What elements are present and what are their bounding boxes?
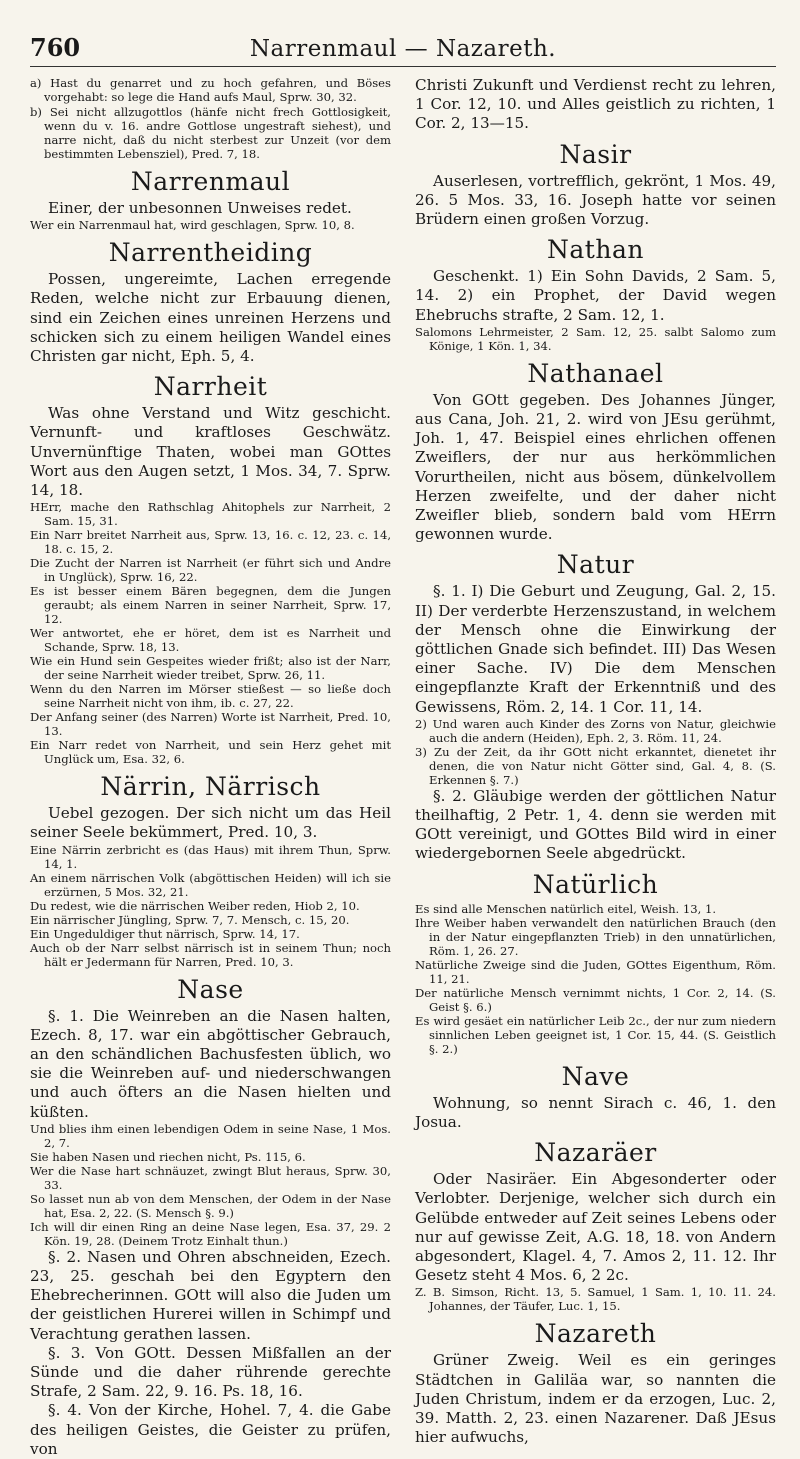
entry-definition: Possen, ungereimte, Lachen erregende Reden, welche nicht zur Erbauung dienen, sind ein Zeichen eines unreinen Herzens und schicken sich zu einem heiligen Wandel eines Christen gar nicht, Eph. 5, 4. [30,270,391,366]
dictionary-entry [415,870,776,1056]
entry-paragraph: §. 3. Von GOtt. Dessen Mißfallen an der Sünde und die daher rührende gerechte Strafe, 2 Sam. 22, 9. 16. Ps. 18, 16. [30,1343,391,1401]
entry-definition: Grüner Zweig. Weil es ein geringes Städtchen in Galiläa war, so nannten die Juden Christum, indem er da erzogen, Luc. 2, 39. Matth. 2, 23. einen Nazarener. Daß JEsus hier aufwuchs, [415,1351,776,1447]
scripture-citation: Wer antwortet, ehe er höret, dem ist es Narrheit und Schande, Sprw. 18, 13. [30,626,391,655]
scripture-note: a) Hast du genarret und zu hoch gefahren, und Böses vorgehabt: so lege die Hand aufs Maul, Sprw. 30, 32. [30,76,391,104]
entry-paragraph: §. 2. Nasen und Ohren abschneiden, Ezech. 23, 25. geschah bei den Egyptern den Ehebrecherinnen. GOtt will also die Juden um der geistlichen Hurerei willen in Schimpf und Verachtung gerathen lassen. [30,1247,391,1343]
entry-heading: Nase [177,974,244,1004]
scripture-citation: 3) Zu der Zeit, da ihr GOtt nicht erkanntet, dienetet ihr denen, die von Natur nicht Götter sind, Gal. 4, 8. (S. Erkennen §. 7.) [415,744,776,787]
dictionary-entry [30,372,391,766]
scripture-citation: Ich will dir einen Ring an deine Nase legen, Esa. 37, 29. 2 Kön. 19, 28. (Deinem Trotz Einhalt thun.) [30,1219,391,1248]
scripture-citation: Wie ein Hund sein Gespeites wieder frißt; also ist der Narr, der seine Narrheit wieder treibet, Sprw. 26, 11. [30,654,391,683]
scripture-citation: Wer die Nase hart schnäuzet, zwingt Blut heraus, Sprw. 30, 33. [30,1163,391,1192]
right-column-continuation: Christi Zukunft und Verdienst recht zu lehren, 1 Cor. 12, 10. und Alles geistlich zu richten, 1 Cor. 2, 13—15. [415,76,776,133]
dictionary-entry [415,1062,776,1132]
dictionary-entry [30,238,391,366]
entry-heading: Nave [561,1061,630,1091]
scripture-citation: Der natürliche Mensch vernimmt nichts, 1 Cor. 2, 14. (S. Geist §. 6.) [415,985,776,1014]
entry-heading: Narrentheiding [108,238,313,268]
entry-definition: §. 1. Die Weinreben an die Nasen halten, Ezech. 8, 17. war ein abgöttischer Gebrauch, an den schändlichen Bachusfesten üblich, wo sie die Weinreben auf- und niederschwangen und auch öfters an die Nasen hielten und küßten. [30,1006,391,1121]
entry-definition: Was ohne Verstand und Witz geschicht. Vernunft- und kraftloses Geschwätz. Unvernünftige Thaten, wobei man GOttes Wort aus den Augen setzt, 1 Mos. 34, 7. Sprw. 14, 18. [30,404,391,500]
entry-heading: Närrin, Närrisch [100,772,321,802]
entry-paragraph: §. 2. Gläubige werden der göttlichen Natur theilhaftig, 2 Petr. 1, 4. denn sie werden mit GOtt vereinigt, und GOttes Bild wird in einer wiedergebornen Seele abgedrückt. [415,786,776,863]
entry-definition: §. 1. I) Die Geburt und Zeugung, Gal. 2, 15. II) Der verderbte Herzenszustand, in welchem der Mensch ohne die Einwirkung der göttlichen Gnade sich befindet. III) Das Wesen einer Sache. IV) Die dem Menschen eingepflanzte Kraft der Erkenntniß und des Gewissens, Röm. 2, 14. 1 Cor. 11, 14. [415,582,776,716]
scripture-citation: Z. B. Simson, Richt. 13, 5. Samuel, 1 Sam. 1, 10. 11. 24. Johannes, der Täufer, Luc. 1, 15. [415,1285,776,1314]
header-rule [30,66,776,67]
scripture-citation: Ein Narr redet von Narrheit, und sein Herz gehet mit Unglück um, Esa. 32, 6. [30,738,391,767]
scripture-citation: Du redest, wie die närrischen Weiber reden, Hiob 2, 10. [30,898,360,913]
dictionary-entry [415,235,776,353]
entry-heading: Nazareth [534,1319,657,1349]
scripture-citation: Ein närrischer Jüngling, Sprw. 7, 7. Mensch, c. 15, 20. [30,912,350,927]
entry-heading: Narrenmaul [130,167,291,196]
page-number: 760 [30,33,81,62]
dictionary-entry [415,359,776,545]
scripture-citation: Natürliche Zweige sind die Juden, GOttes Eigenthum, Röm. 11, 21. [415,957,776,986]
scripture-citation: 2) Und waren auch Kinder des Zorns von Natur, gleichwie auch die andern (Heiden), Eph. 2, 3. Röm. 11, 24. [415,716,776,745]
scripture-citation: So lasset nun ab von dem Menschen, der Odem in der Nase hat, Esa. 2, 22. (S. Mensch §. 9.) [30,1191,391,1220]
dictionary-entry [415,1138,776,1313]
scripture-citation: Ein Ungeduldiger thut närrisch, Sprw. 14, 17. [30,926,300,941]
scripture-citation: Es wird gesäet ein natürlicher Leib 2c., der nur zum niedern sinnlichen Leben geeignet ist, 1 Cor. 15, 44. (S. Geistlich §. 2.) [415,1013,776,1056]
entry-heading: Nathan [547,235,644,265]
scripture-citation: Ein Narr breitet Narrheit aus, Sprw. 13, 16. c. 12, 23. c. 14, 18. c. 15, 2. [30,528,391,557]
scripture-citation: Eine Närrin zerbricht es (das Haus) mit ihrem Thun, Sprw. 14, 1. [30,842,391,871]
scripture-note: b) Sei nicht allzugottlos (hänfe nicht frech Gottlosigkeit, wenn du v. 16. andre Gottlose ungestraft siehest), und narre nicht, daß du nicht sterbest zur Unzeit (vor dem bestimmten Lebensziel), Pred. 7, 18. [30,105,391,161]
entry-heading: Narrheit [153,372,268,402]
entry-definition: Einer, der unbesonnen Unweises redet. [48,199,352,217]
entry-heading: Nasir [559,139,632,169]
entry-heading: Natürlich [532,869,659,899]
two-column-text [30,76,776,1458]
left-column [30,76,391,1458]
entry-definition: Auserlesen, vortrefflich, gekrönt, 1 Mos. 49, 26. 5 Mos. 33, 16. Joseph hatte vor seinen Brüdern einen großen Vorzug. [415,171,776,229]
dictionary-entry [415,1319,776,1447]
entry-paragraph: §. 4. Von der Kirche, Hohel. 7, 4. die Gabe des heiligen Geistes, die Geister zu prüfen, von [30,1401,391,1458]
entry-definition: Oder Nasiräer. Ein Abgesonderter oder Verlobter. Derjenige, welcher sich durch ein Gelübde entweder auf Zeit seines Lebens oder nur auf gewisse Zeit, A.G. 18, 18. von Andern abgesondert, Klagel. 4, 7. Amos 2, 11. 12. Ihr Gesetz steht 4 Mos. 6, 2 2c. [415,1170,776,1285]
entry-definition: Von GOtt gegeben. Des Johannes Jünger, aus Cana, Joh. 21, 2. wird von JEsu gerühmt, Joh. 1, 47. Beispiel eines ehrlichen offenen Zweiflers, der nur aus herkömmlichen Vorurtheilen, nicht aus bösem, dünkelvollem Herzen zweifelte, und der daher nicht Zweifler blieb, sondern bald vom HErrn gewonnen wurde. [415,390,776,544]
scripture-citation: Die Zucht der Narren ist Narrheit (er führt sich und Andre in Unglück), Sprw. 16, 22. [30,556,391,585]
entry-heading: Natur [556,550,635,580]
scripture-citation: HErr, mache den Rathschlag Ahitophels zur Narrheit, 2 Sam. 15, 31. [30,500,391,529]
scripture-citation: Es ist besser einem Bären begegnen, dem die Jungen geraubt; als einem Narren in seiner Narrheit, Sprw. 17, 12. [30,584,391,627]
entry-definition: Wohnung, so nennt Sirach c. 46, 1. den Josua. [415,1093,776,1131]
scripture-citation: Salomons Lehrmeister, 2 Sam. 12, 25. salbt Salomo zum Könige, 1 Kön. 1, 34. [415,324,776,353]
right-column [415,76,776,1447]
entry-heading: Nathanael [527,358,664,388]
dictionary-entry [30,772,391,968]
dictionary-entry [415,550,776,863]
dictionary-entry [30,975,391,1459]
scripture-citation: Ihre Weiber haben verwandelt den natürlichen Brauch (den in der Natur eingepflanzten Trieb) in den unnatürlichen, Röm. 1, 26. 27. [415,915,776,958]
scripture-citation: Sie haben Nasen und riechen nicht, Ps. 115, 6. [30,1149,306,1164]
scripture-citation: Auch ob der Narr selbst närrisch ist in seinem Thun; noch hält er Jedermann für Narren, Pred. 10, 3. [30,940,391,969]
entry-heading: Nazaräer [534,1138,657,1168]
scripture-citation: An einem närrischen Volk (abgöttischen Heiden) will ich sie erzürnen, 5 Mos. 32, 21. [30,870,391,899]
dictionary-entry [415,140,776,230]
dictionary-entry [30,167,391,232]
entry-definition: Uebel gezogen. Der sich nicht um das Heil seiner Seele bekümmert, Pred. 10, 3. [30,804,391,842]
left-column-top-notes [30,76,391,161]
scripture-citation: Der Anfang seiner (des Narren) Worte ist Narrheit, Pred. 10, 13. [30,710,391,739]
scripture-citation: Und blies ihm einen lebendigen Odem in seine Nase, 1 Mos. 2, 7. [30,1121,391,1150]
scripture-citation: Es sind alle Menschen natürlich eitel, Weish. 13, 1. [415,901,717,916]
scripture-citation: Wenn du den Narren im Mörser stießest — so ließe doch seine Narrheit nicht von ihm, ib. c. 27, 22. [30,682,391,711]
scripture-citation: Wer ein Narrenmaul hat, wird geschlagen, Sprw. 10, 8. [30,218,355,233]
page-header [30,22,776,62]
entry-definition: Geschenkt. 1) Ein Sohn Davids, 2 Sam. 5, 14. 2) ein Prophet, der David wegen Ehebruchs strafte, 2 Sam. 12, 1. [415,267,776,324]
running-title: Narrenmaul — Nazareth. [249,36,557,62]
